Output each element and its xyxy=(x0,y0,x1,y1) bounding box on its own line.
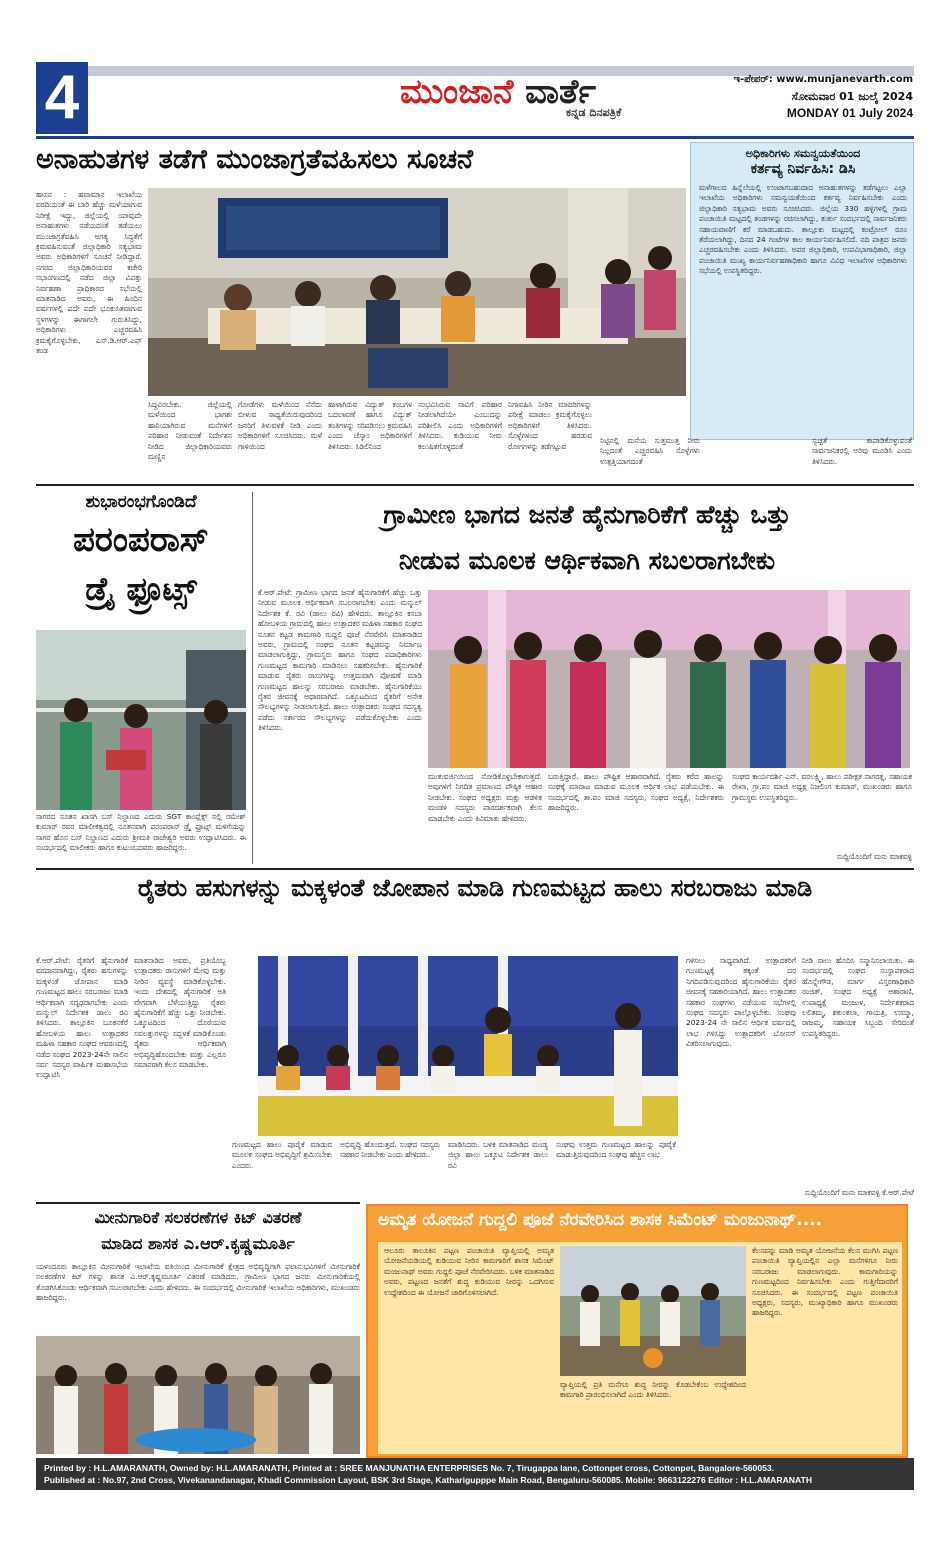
story3-col7: ಗಳಿಸಲು ಸಾಧ್ಯವಾಗಿದೆ. ಉತ್ಪಾದಕರಿಗೆ ಗುಣಮಟ್ಟಕ್ಕೆ ತಕ್ಕಂತೆ ದರ ನಿಗದಿಪಡಿಸುವುದರಿಂದ ಹೈನುಗಾರಿಕೆಯು ರೈತರ ಜೀವನಕ್ಕೆ ಸಹಕಾರಿಯಾಗಿದೆ. ಹಾಲು ಉತ್ಪಾದಕರ ಸಹಕಾರ ಸಂಘಗಳು ನಡೆಯುವ ಸಭೆಗಳಲ್ಲಿ ಸಂಘದ ಸದಸ್ಯರು ಪಾಲ್ಗೊಳ್ಳಬೇಕು. ಸಂಘವು 2023-24 ನೇ ಸಾಲಿನ ಆರ್ಥಿಕ ವರ್ಷದಲ್ಲಿ ಲಾಭ ಗಳಿಸಿದ್ದು ಉತ್ಪಾದಕರಿಗೆ ಬೋನಸ್ ವಿತರಿಸಲಾಗುವುದು. xyxy=(686,956,796,1049)
column-divider-ad xyxy=(252,492,253,864)
story1-col2: ಸಿದ್ಧವಿರಬೇಕು. ಜಿಲ್ಲೆಯಲ್ಲಿ ಮಳೆಯಿಂದ ಭಾಗಶಃ ಹಾನಿಯಾಗಿರುವ ಮನೆಗಳಿಗೆ ಪರಿಹಾರ ನೀಡುವಂತೆ ನಿರ್ದೇಶನ ನೀಡಿದ ಜಿಲ್ಲಾಧಿಕಾರಿಯವರು ಮಣ್ಣಿನ xyxy=(148,400,232,462)
imprint-footer xyxy=(36,1458,914,1490)
sidebox-body: ಮಳೆಗಾಲದ ಹಿನ್ನೆಲೆಯಲ್ಲಿ ಉಂಟಾಗಬಹುದಾದ ಅನಾಹುತಗಳನ್ನು ತಡೆಗಟ್ಟಲು ಎಲ್ಲಾ ಇಲಾಖೆಯ ಅಧಿಕಾರಿಗಳು ಸಮನ್ವಯತೆಯಿಂದ ಕರ್ತವ್ಯ ನಿರ್ವಹಿಸಬೇಕು ಎಂದು ಜಿಲ್ಲಾಧಿಕಾರಿ ಸತ್ಯಭಾಮ ಅವರು ಸೂಚಿಸಿದರು. ಜಿಲ್ಲೆಯ 330 ಹಳ್ಳಿಗಳಲ್ಲಿ ಗ್ರಾಮ ಪಂಚಾಯಿತಿ ಮಟ್ಟದಲ್ಲಿ ತಂಡಗಳನ್ನು ರಚಿಸಲಾಗಿದ್ದು, ತುರ್ತು ಸಂದರ್ಭದಲ್ಲಿ ಸಾರ್ವಜನಿಕರು ಸಹಾಯವಾಣಿಗೆ ಕರೆ ಮಾಡಬಹುದು. ತಾಲ್ಲೂಕು ಮಟ್ಟದಲ್ಲಿ ಕಂಟ್ರೋಲ್ ರೂಂ ತೆರೆಯಲಾಗಿದ್ದು, ದಿನದ 24 ಗಂಟೆಗಳ ಕಾಲ ಕಾರ್ಯನಿರ್ವಹಿಸಲಿದೆ. ನದಿ ಪಾತ್ರದ ಜನರು ಎಚ್ಚರವಹಿಸಬೇಕು ಎಂದು ತಿಳಿಸಿದರು. ಅಪರ ಜಿಲ್ಲಾಧಿಕಾರಿ, ಉಪವಿಭಾಗಾಧಿಕಾರಿ, ಜಿಲ್ಲಾ ಪಂಚಾಯಿತಿ ಮುಖ್ಯ ಕಾರ್ಯನಿರ್ವಹಣಾಧಿಕಾರಿ ಹಾಗೂ ವಿವಿಧ ಇಲಾಖೆಗಳ ಅಧಿಕಾರಿಗಳು ಸಭೆಯಲ್ಲಿ ಉಪಸ್ಥಿತರಿದ್ದರು. xyxy=(699,183,907,276)
story4-headline-line1: ಮೀನುಗಾರಿಕೆ ಸಲಕರಣೆಗಳ ಕಿಟ್ ವಿತರಣೆ xyxy=(94,1208,302,1227)
ad-photo-inauguration xyxy=(36,630,246,810)
story2-photo-group xyxy=(428,590,910,768)
story3-col5: ಮಾಡಿಸಿದರು. ಬಳಿಕ ಮಾತನಾಡಿದ ಮಂಡ್ಯ ಜಿಲ್ಲಾ ಹಾಲು ಒಕ್ಕೂಟ ನಿರ್ದೇಶಕ ಡಾಲು ರವಿ xyxy=(448,1140,548,1170)
story2-headline-line2: ನೀಡುವ ಮೂಲಕ ಆರ್ಥಿಕವಾಗಿ ಸಬಲರಾಗಬೇಕು xyxy=(398,546,776,575)
sidebox-tail-col1: ನಿಟ್ಟಿನಲ್ಲಿ ಮನೆಯ ಸುತ್ತಮುತ್ತ ನೀರು ನಿಲ್ಲದಂತೆ ಎಚ್ಚರವಹಿಸಿ ಸೊಳ್ಳೆಗಳು ಉತ್ಪತ್ತಿಯಾಗದಂತೆ xyxy=(600,436,700,466)
story5-col3: ಕೆಲಸವನ್ನು ಮಾಡಿ ಅಮೃತ ಯೋಜನೆಯ ಕೆಲಸ ಮುಗಿಸಿ ಪಟ್ಟಣ ಪಂಚಾಯಿತಿ ವ್ಯಾಪ್ತಿಯಲ್ಲಿನ ಎಲ್ಲಾ ಮನೆಗಳಿಗೂ ನೀರು ಸರಬರಾಜು ಮಾಡಲಾಗುವುದು. ಕಾಮಗಾರಿಯನ್ನು ಗುಣಮಟ್ಟದಿಂದ ನಿರ್ವಹಿಸಬೇಕು ಎಂದು ಗುತ್ತಿಗೆದಾರರಿಗೆ ಸೂಚಿಸಿದರು. ಈ ಸಂದರ್ಭದಲ್ಲಿ ಪಟ್ಟಣ ಪಂಚಾಯಿತಿ ಅಧ್ಯಕ್ಷರು, ಸದಸ್ಯರು, ಮುಖ್ಯಾಧಿಕಾರಿ ಹಾಗೂ ಮುಖಂಡರು ಹಾಜರಿದ್ದರು. xyxy=(752,1246,898,1318)
story2-col4: ಸಂಘದ ಕಾರ್ಯದರ್ಶಿ ಎನ್. ವರಲಕ್ಷ್ಮಿ, ಹಾಲು ಪರೀಕ್ಷಕ ನಾಗರತ್ನ, ಸಹಾಯಕ ರೇಖಾ, ಗ್ರಾ.ಪಂ ಮಾಜಿ ಅಧ್ಯಕ್ಷ ನಿಜಲಿಂಗ ಕುಮಾರ್, ಮುಖಂಡರು ಹಾಗೂ ಗ್ರಾಮಸ್ಥರು ಉಪಸ್ಥಿತರಿದ್ದರು. xyxy=(732,772,912,802)
story1-col4: ಹಾಳಾಗಿರುವ ವಿದ್ಯುತ್ ಕಂಬಗಳ ಬದಲಾವಣೆ ಹಾಗೂ ವಿದ್ಯುತ್ ತಂತಿಗಳನ್ನು ಸರಿಪಡಿಸಲು ಕ್ರಮವಹಿಸಿ ಎಂದು ಚೆಸ್ಕಾಂ ಅಧಿಕಾರಿಗಳಿಗೆ ತಿಳಿಸಿದರು. ಸಿಡಿಲಿನಿಂದ xyxy=(328,400,412,451)
meeting-photo-illustration xyxy=(148,188,686,396)
section-rule-3 xyxy=(36,1202,360,1204)
story1-col3: ಗೋಡೆಗಳು ಮಳೆಯಿಂದ ನೆನೆದು ಬೀಳುವ ಸಾಧ್ಯತೆಯಿರುವುದರಿಂದ ಜನರಿಗೆ ತಿಳುವಳಿಕೆ ನೀಡಿ ಎಂದು ಅಧಿಕಾರಿಗಳಿಗೆ ಸೂಚಿಸಿದರು. ಮಳೆ ಗಾಳಿಯಿಂದ xyxy=(238,400,322,451)
kit-distribution-photo-illustration xyxy=(36,1336,360,1454)
story3-col3: ಗುಣಮಟ್ಟದ ಹಾಲು ಪೂರೈಕೆ ಮಾಡುವ ಮೂಲಕ ಸಂಘದ ಅಭಿವೃದ್ಧಿಗೆ ಶ್ರಮಿಸಬೇಕು ಎಂದರು. xyxy=(232,1140,332,1170)
story1-col6: ನಿಗಾವಹಿಸಿ ನೀರಿನ ಮಾದರಿಗಳನ್ನು ಪರೀಕ್ಷೆ ಮಾಡಲು ಕ್ರಮಕೈಗೊಳ್ಳಲು ಅಧಿಕಾರಿಗಳಿಗೆ ತಿಳಿಸಿದರು. ಸೊಳ್ಳೆಗಳಿಂದ ಹರಡುವ ರೋಗಗಳನ್ನು ತಡೆಗಟ್ಟುವ xyxy=(508,400,592,451)
masthead-title-part1: ಮುಂಜಾನೆ xyxy=(400,72,514,112)
masthead-rule xyxy=(36,136,914,139)
story4-photo-kit-distribution xyxy=(36,1336,360,1454)
imprint-line1: Printed by : H.L.AMARANATH, Owned by: H.L.AMARANATH, Printed at : SREE MANJUNATHA ENTERPRISES No. 7, Tirugappa lane, Cottonpet cross, Cottonpet, Bangalore-560053. xyxy=(44,1463,775,1473)
story5-headline: ಅಮೃತ ಯೋಜನೆ ಗುದ್ದಲಿ ಪೂಜೆ ನೆರವೇರಿಸಿದ ಶಾಸಕ ಸಿಮೆಂಟ್ ಮಂಜುನಾಥ್.... xyxy=(378,1210,823,1230)
story3-col1: ಕೆ.ಆರ್.ಪೇಟೆ: ರೈತರಿಗೆ ಹೈನುಗಾರಿಕೆ ವರದಾನವಾಗಿದ್ದು, ರೈತರು ಹಸುಗಳನ್ನು ಮಕ್ಕಳಂತೆ ಜೋಪಾನ ಮಾಡಿ ಗುಣಮಟ್ಟದ ಹಾಲು ಸರಬರಾಜು ಮಾಡಿ ಆರ್ಥಿಕವಾಗಿ ಸದೃಢರಾಗಬೇಕು ಎಂದು ಮನ್ಮುಲ್ ನಿರ್ದೇಶಕ ಡಾಲು ರವಿ ತಿಳಿಸಿದರು. ತಾಲ್ಲೂಕಿನ ಬೂಕನಕೆರೆ ಹೋಬಳಿಯ ಹಾಲು ಉತ್ಪಾದಕರ ಮಹಿಳಾ ಸಹಕಾರ ಸಂಘದ ಆವರಣದಲ್ಲಿ ನಡೆದ ಸಂಘದ 2023-24ನೇ ಸಾಲಿನ ಸರ್ವ ಸದಸ್ಯರ ವಾರ್ಷಿಕ ಮಹಾಸಭೆಯ ಉದ್ಘಾಟಿಸಿ xyxy=(36,956,128,1080)
story5-col1: ಆಲೂರು ತಾಲೂಕಿನ ಪಟ್ಟಣ ಪಂಚಾಯಿತಿ ವ್ಯಾಪ್ತಿಯಲ್ಲಿ ಅಮೃತ ಯೋಜನೆಯಡಿಯಲ್ಲಿ ಕುಡಿಯುವ ನೀರಿನ ಕಾಮಗಾರಿಗೆ ಶಾಸಕ ಸಿಮೆಂಟ್ ಮಂಜುನಾಥ್ ಅವರು ಗುದ್ದಲಿ ಪೂಜೆ ನೆರವೇರಿಸಿದರು. ಬಳಿಕ ಮಾತನಾಡಿದ ಅವರು, ಪಟ್ಟಣದ ಜನತೆಗೆ ಶುದ್ಧ ಕುಡಿಯುವ ನೀರನ್ನು ಒದಗಿಸುವ ಉದ್ದೇಶದಿಂದ ಈ ಯೋಜನೆ ಜಾರಿಗೊಳಿಸಲಾಗಿದೆ. xyxy=(384,1246,554,1297)
groundbreaking-photo-illustration xyxy=(560,1246,746,1376)
epaper-url[interactable]: ಇ-ಪೇಪರ್: www.munjanevarth.com xyxy=(733,74,913,85)
page-number: 4 xyxy=(36,62,88,134)
story3-col2: ಮಾತನಾಡಿದ ಅವರು, ಪ್ರತಿಯೊಬ್ಬ ಉತ್ಪಾದಕರು ರಾಸುಗಳಿಗೆ ಮೇವು ಮತ್ತು ನೀರಿನ ವ್ಯವಸ್ಥೆ ಮಾಡಿಕೊಳ್ಳಬೇಕು. ಇಂದು ದೇಶದಲ್ಲಿ ಹೈನುಗಾರಿಕೆ ಅತಿ ವೇಗವಾಗಿ ಬೆಳೆಯುತ್ತಿದ್ದು ರೈತರು ಹೈನುಗಾರಿಕೆಗೆ ಹೆಚ್ಚು ಒತ್ತು ನೀಡಬೇಕು. ಒಕ್ಕೂಟದಿಂದ ದೊರೆಯುವ ಸವಲತ್ತುಗಳನ್ನು ಸದ್ಬಳಕೆ ಮಾಡಿಕೊಂಡು ರೈತರು ಆರ್ಥಿಕವಾಗಿ ಅಭಿವೃದ್ಧಿಹೊಂದಬೇಕು ಮತ್ತು ಎಲ್ಲರೂ ಸಮಾನರಾಗಿ ಕೆಲಸ ಮಾಡಬೇಕು. xyxy=(134,956,226,1070)
story1-col1: ಹಾಸನ : ಹವಾಮಾನ ಇಲಾಖೆಯ ವರದಿಯಂತೆ ಈ ಬಾರಿ ಹೆಚ್ಚು ಮಳೆಯಾಗುವ ನಿರೀಕ್ಷೆ ಇದ್ದು, ಜಿಲ್ಲೆಯಲ್ಲಿ ಯಾವುದೇ ಅನಾಹುತಗಳು ನಡೆಯದಂತೆ ತಡೆಯಲು ಮುಂಜಾಗ್ರತೆವಹಿಸಿ ಅಗತ್ಯ ಸಿದ್ಧತೆಗೆ ಕ್ರಮವಹಿಸುವಂತೆ ಜಿಲ್ಲಾಧಿಕಾರಿ ಸತ್ಯಭಾಮ ಅವರು ಅಧಿಕಾರಿಗಳಿಗೆ ಸೂಚನೆ ನೀಡಿದ್ದಾರೆ. ನಗರದ ಜಿಲ್ಲಾಧಿಕಾರಿಯವರ ಕಚೇರಿ ಸಭಾಂಗಣದಲ್ಲಿ ನಡೆದ ಜಿಲ್ಲಾ ವಿಪತ್ತು ನಿರ್ವಹಣಾ ಪ್ರಾಧಿಕಾರದ ಸಭೆಯಲ್ಲಿ ಮಾತನಾಡಿದ ಅವರು, ಈ ಹಿಂದಿನ ವರ್ಷಗಳಲ್ಲಿ ಪದೇ ಪದೇ ಭೂಕುಸಿತವಾಗುವ ಸ್ಥಳಗಳನ್ನು ಈಗಾಗಲೇ ಗುರುತಿಸಿದ್ದು, ಅಧಿಕಾರಿಗಳು ಎಚ್ಚರವಹಿಸಿ ಕ್ರಮಕೈಗೊಳ್ಳಬೇಕು, ಎಸ್.ಡಿ.ಆರ್.ಎಫ್ ತಂಡ xyxy=(36,190,142,356)
story5-box xyxy=(366,1204,908,1458)
story1-photo-meeting xyxy=(148,188,686,396)
story5-inner xyxy=(378,1242,902,1454)
ad-line1: ಶುಭಾರಂಭಗೊಂಡಿದೆ xyxy=(85,492,197,512)
inauguration-photo-illustration xyxy=(36,630,246,810)
sidebox-officials-coordination xyxy=(690,142,914,440)
story2-headline-line1: ಗ್ರಾಮೀಣ ಭಾಗದ ಜನತೆ ಹೈನುಗಾರಿಕೆಗೆ ಹೆಚ್ಚು ಒತ್ತು xyxy=(383,500,791,529)
sidebox-title-line1: ಅಧಿಕಾರಿಗಳು ಸಮನ್ವಯತೆಯಿಂದ xyxy=(745,147,861,160)
story3-credit: ಸುದ್ದಿಯೊಂದಿಗೆ ಮನು ಮಾಕವಳ್ಳಿ ಕೆ.ಆರ್.ಪೇಟೆ xyxy=(804,1188,914,1197)
story2-credit: ಸುದ್ದಿಯೊಂದಿಗೆ ಮನು ಮಾಕವಳ್ಳಿ xyxy=(836,852,912,861)
masthead-subtitle: ಕನ್ನಡ ದಿನಪತ್ರಿಕೆ xyxy=(566,106,622,119)
imprint-line2: Published at : No.97, 2nd Cross, Vivekanandanagar, Khadi Commission Layout, BSK 3rd Stage, Katharigupppe Main Road, Bengaluru-560085. Mobile: 9663122276 Editor : H.L.AMARANATH xyxy=(44,1475,813,1485)
sidebox-tail-col2: ಸ್ವಚ್ಛತೆ ಕಾಪಾಡಿಕೊಳ್ಳುವಂತೆ ಸಾರ್ವಜನಿಕರಲ್ಲಿ ಅರಿವು ಮೂಡಿಸಿ ಎಂದು ತಿಳಿಸಿದರು. xyxy=(812,436,912,466)
story1-col5: ಸಂಭವಿಸಿರುವ ಸಾವಿಗೆ ಪರಿಹಾರ ನೀಡಲಾಗಿದೆಯೇ ಎಂಬುದನ್ನು ಪರಿಶೀಲಿಸಿ ಎಂದು ಅಧಿಕಾರಿಗಳಿಗೆ ತಿಳಿಸಿದರು. ಕುಡಿಯುವ ನೀರು ಕಲುಷಿತಗೊಳ್ಳದಂತೆ xyxy=(418,400,502,451)
story1-headline: ಅನಾಹುತಗಳ ತಡೆಗೆ ಮುಂಜಾಗ್ರತೆವಹಿಸಲು ಸೂಚನೆ xyxy=(36,144,474,175)
group-photo-illustration xyxy=(428,590,910,768)
ad-line3: ಡ್ರೈ ಫ್ರೂಟ್ಸ್ xyxy=(85,570,197,608)
masthead-title-part2: ವಾರ್ತೆ xyxy=(525,72,596,112)
story5-col2: ವ್ಯಾಪ್ತಿಯಲ್ಲಿ ಪ್ರತಿ ಮನೆಗೂ ಶುದ್ಧ ನೀರನ್ನು ಕೊಡಬೇಕೆಂಬ ಉದ್ದೇಶದಿಂದ ಕಾಮಗಾರಿ ಪ್ರಾರಂಭಿಸಲಾಗಿದೆ ಎಂದು ತಿಳಿಸಿದರು. xyxy=(560,1380,746,1400)
story2-col1: ಕೆ.ಆರ್.ಪೇಟೆ: ಗ್ರಾಮೀಣ ಭಾಗದ ಜನತೆ ಹೈನುಗಾರಿಕೆಗೆ ಹೆಚ್ಚು ಒತ್ತು ನೀಡುವ ಮೂಲಕ ಆರ್ಥಿಕವಾಗಿ ಸಬಲರಾಗಬೇಕು ಎಂದು ಮನ್ಮುಲ್ ನಿರ್ದೇಶಕ ಕೆ. ರವಿ (ಡಾಲು ರವಿ) ಹೇಳಿದರು. ತಾಲ್ಲೂಕಿನ ಕಸಬಾ ಹೋಬಳಿಯ ಗ್ರಾಮದಲ್ಲಿ ಹಾಲು ಉತ್ಪಾದಕರ ಮಹಿಳಾ ಸಹಕಾರ ಸಂಘದ ನೂತನ ಕಟ್ಟಡ ಕಾಮಗಾರಿ ಗುದ್ದಲಿ ಪೂಜೆ ನೆರವೇರಿಸಿ ಮಾತನಾಡಿದ ಅವರು, ಗ್ರಾಮದಲ್ಲಿ ಸಂಘದ ನೂತನ ಕಟ್ಟಡವನ್ನು ನಿರ್ಮಾಣ ಮಾಡಲಾಗುತ್ತಿದ್ದು, ಗ್ರಾಮಸ್ಥರು ಹಾಗೂ ಸಂಘದ ಪದಾಧಿಕಾರಿಗಳು ಗುಣಮಟ್ಟದ ಕಾಮಗಾರಿ ಮಾಡಿಸಲು ಸಹಕರಿಸಬೇಕು. ಹೈನುಗಾರಿಕೆ ಮಾಡುವ ರೈತರು ರಾಸುಗಳನ್ನು ಉತ್ತಮವಾಗಿ ಪೋಷಣೆ ಮಾಡಿ ಗುಣಮಟ್ಟದ ಹಾಲನ್ನು ಸರಬರಾಜು ಮಾಡಬೇಕು. ಹೈನುಗಾರಿಕೆಯು ರೈತರ ಜೀವನಕ್ಕೆ ಆಧಾರವಾಗಿದೆ. ಒಕ್ಕೂಟದಿಂದ ರೈತರಿಗೆ ಅನೇಕ ಸೌಲಭ್ಯಗಳನ್ನು ನೀಡಲಾಗುತ್ತಿದೆ. ಹಾಲು ಉತ್ಪಾದಕರು ಸಂಘದ ಸದಸ್ಯತ್ವ ಪಡೆದು ಸರ್ಕಾರದ ಸೌಲಭ್ಯಗಳನ್ನು ಪಡೆದುಕೊಳ್ಳಬೇಕು ಎಂದು ತಿಳಿಸಿದರು. xyxy=(258,588,422,733)
story3-col8: ನೀಡಿ ಸಾಲು ಹೊದಿಸಿ ಸನ್ಮಾನಿಸಲಾಯಿತು. ಈ ಸಂದರ್ಭದಲ್ಲಿ ಸಂಘದ ಸಂಸ್ಥಾಪಕರಾದ ಹೊನ್ನೇಗೌಡ, ಮಾರ್ಗ ವಿಸ್ತರಣಾಧಿಕಾರಿ ರಂಜಿತ್, ಸಂಘದ ಅಧ್ಯಕ್ಷೆ ಆಶಾರಾಣಿ, ಉಪಾಧ್ಯಕ್ಷೆ ಮಂಜುಳ, ನಿರ್ದೇಶಕರಾದ ಲಲಿತಮ್ಮ, ಶಕುಂತಲಾ, ಗಾಯತ್ರಿ, ಉಮ್ಮಾ, ರಾಜಮ್ಮ, ಸಹಾಯಕ ಸಿಬ್ಬಂದಿ ಸೇರಿದಂತೆ ಉಪಸ್ಥಿತರಿದ್ದರು. xyxy=(802,956,914,1038)
story5-photo-groundbreaking xyxy=(560,1246,746,1376)
story2-col2: ಮುತುವರ್ಜಿಯಿಂದ ನೋಡಿಕೊಳ್ಳಬೇಕಾಗುತ್ತದೆ. ಅವುಗಳಿಗೆ ನಿಗದಿತ ಪ್ರಮಾಣದ ಪೌಷ್ಠಿಕ ಆಹಾರ ನೀಡಬೇಕು. ಸಂಘದ ಅಧ್ಯಕ್ಷರು ಮತ್ತು ಆಡಳಿತ ಮಂಡಳಿ ಸದಸ್ಯರು ಪಾರದರ್ಶಕವಾಗಿ ಕೆಲಸ ಮಾಡಬೇಕು ಎಂದು ಕಿವಿಮಾತು ಹೇಳಿದರು. xyxy=(428,772,542,823)
story3-col4: ಅಭಿವೃದ್ಧಿ ಹೊಂದುತ್ತದೆ. ಸಂಘದ ಸದಸ್ಯರು ಸಹಕಾರ ನೀಡಬೇಕು ಎಂದು ಹೇಳಿದರು. xyxy=(340,1140,440,1160)
story4-body: ಯಳಂದೂರು ತಾಲ್ಲೂಕಿನ ಮೀನುಗಾರಿಕೆ ಇಲಾಖೆಯ ವತಿಯಿಂದ ಮೀನುಗಾರಿಕೆ ಕ್ಷೇತ್ರದ ಅಭಿವೃದ್ಧಿಗಾಗಿ ಫಲಾನುಭವಿಗಳಿಗೆ ಮೀನುಗಾರಿಕೆ ಸಲಕರಣೆಗಳ ಕಿಟ್ ಗಳನ್ನು ಶಾಸಕ ಎ.ಆರ್.ಕೃಷ್ಣಮೂರ್ತಿ ವಿತರಣೆ ಮಾಡಿದರು. ಗ್ರಾಮೀಣ ಭಾಗದ ಜನರು ಮೀನುಗಾರಿಕೆಯಲ್ಲಿ ತೊಡಗಿಸಿಕೊಂಡು ಆರ್ಥಿಕವಾಗಿ ಸಬಲರಾಗಬೇಕು ಎಂದು ಹೇಳಿದರು. ಈ ಸಂದರ್ಭದಲ್ಲಿ ಮೀನುಗಾರಿಕೆ ಇಲಾಖೆಯ ಅಧಿಕಾರಿಗಳು, ಮುಖಂಡರು ಹಾಜರಿದ್ದರು. xyxy=(36,1262,360,1303)
story3-col6: ಸಂಘವು ಉತ್ತಮ ಗುಣಮಟ್ಟದ ಹಾಲನ್ನು ಪೂರೈಕೆ ಮಾಡುತ್ತಿರುವುದರಿಂದ ಸಂಘವು ಹೆಚ್ಚಿನ ಲಾಭ xyxy=(556,1140,676,1160)
date-kannada: ಸೋಮವಾರ 01 ಜುಲೈ 2024 xyxy=(791,90,913,103)
date-english: MONDAY 01 July 2024 xyxy=(786,106,913,120)
section-rule-1 xyxy=(36,484,914,486)
ad-line2: ಪರಂಪರಾಸ್ xyxy=(73,520,209,560)
story3-headline: ರೈತರು ಹಸುಗಳನ್ನು ಮಕ್ಕಳಂತೆ ಜೋಪಾನ ಮಾಡಿ ಗುಣಮಟ್ಟದ ಹಾಲು ಸರಬರಾಜು ಮಾಡಿ xyxy=(137,874,813,902)
agm-photo-illustration xyxy=(258,956,678,1136)
story2-col3: ಬರುತ್ತಿದ್ದಾರೆ. ಹಾಲು ಪೌಷ್ಟಿಕ ಆಹಾರವಾಗಿದೆ. ರೈತರು ಕರೆದ ಹಾಲನ್ನು ಸಂಘಕ್ಕೆ ಮಾರಾಟ ಮಾಡುವ ಮೂಲಕ ಆರ್ಥಿಕ ಲಾಭ ಪಡೆಯಬೇಕು. ಈ ಸಂದರ್ಭದಲ್ಲಿ ತಾ.ಪಂ ಮಾಜಿ ಸದಸ್ಯರು, ಸಂಘದ ಅಧ್ಯಕ್ಷೆ, ನಿರ್ದೇಶಕರು ಹಾಜರಿದ್ದರು. xyxy=(548,772,724,813)
ad-body: ಸಾಗರದ ನೂತನ ಖಾಸಗಿ ಬಸ್ ನಿಲ್ದಾಣದ ಎದುರು SGT ಕಾಂಪ್ಲೆಕ್ಸ್ ನಲ್ಲಿ ರಮೇಶ್ ಕುಮಾರ್ ರವರ ಮಾಲೀಕತ್ವದಲ್ಲಿ ನೂತನವಾಗಿ ಪರಂಪರಾಸ್ ಡ್ರೈ ಫ್ರೂಟ್ಸ್ ಮಳಿಗೆಯನ್ನು ಸಾಗರ ಹೊಸ ಬಸ್ ನಿಲ್ದಾಣದ ಎದುರು ಶ್ರೀಮತಿ ರಾಜೇಶ್ವರಿ ಅವರು ಉದ್ಘಾಟಿಸಿದರು. ಈ ಸಂದರ್ಭದಲ್ಲಿ ಮಾಲೀಕರು ಹಾಗೂ ಕುಟುಂಬದವರು ಹಾಜರಿದ್ದರು. xyxy=(36,812,246,853)
section-rule-2 xyxy=(36,868,914,870)
story4-headline-line2: ಮಾಡಿದ ಶಾಸಕ ಎ.ಆರ್.ಕೃಷ್ಣಮೂರ್ತಿ xyxy=(101,1234,295,1253)
sidebox-title-line2: ಕರ್ತವ್ಯ ನಿರ್ವಹಿಸಿ: ಡಿಸಿ xyxy=(750,161,856,177)
story3-photo-meeting xyxy=(258,956,678,1136)
